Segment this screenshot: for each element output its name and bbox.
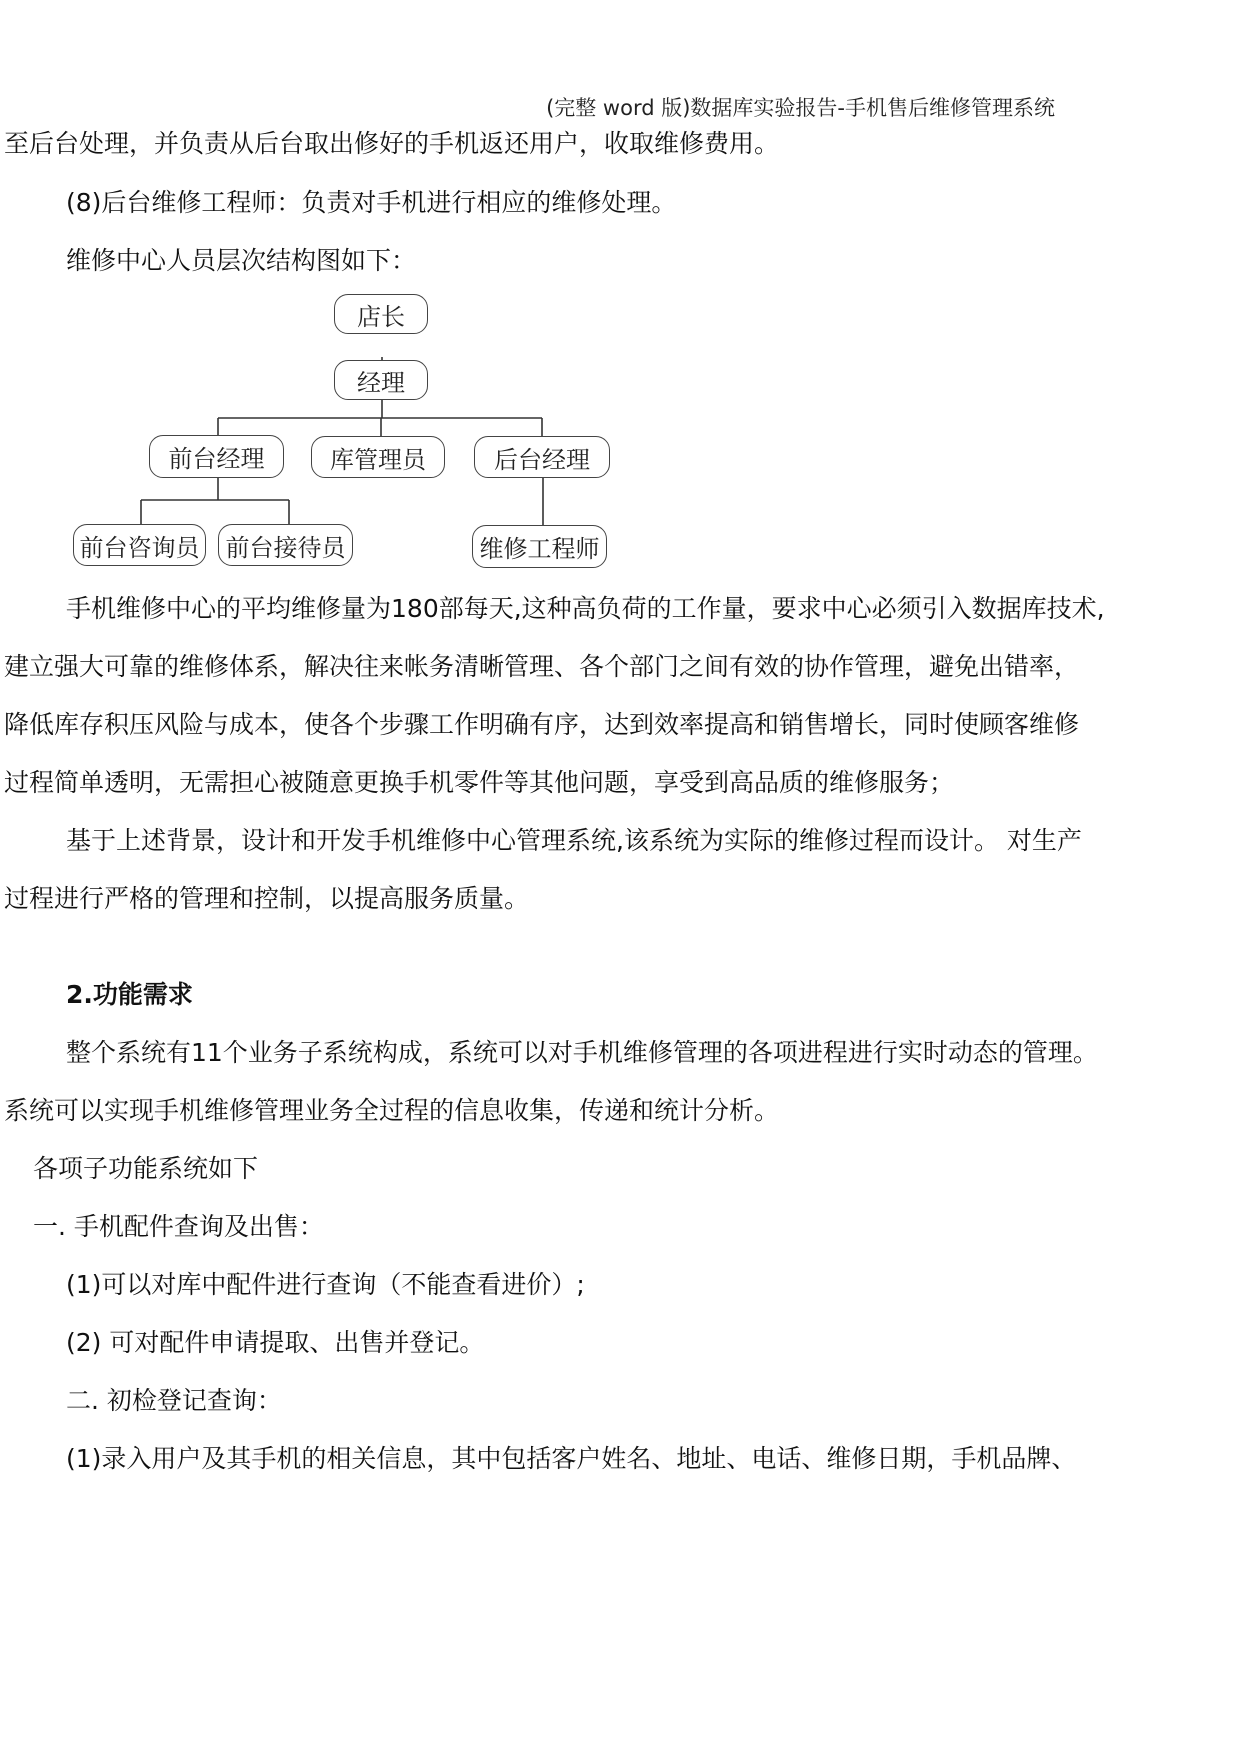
node-manager: 经理 [334, 360, 428, 400]
paragraph-engineer-role: (8)后台维修工程师：负责对手机进行相应的维修处理。 [66, 188, 677, 217]
paragraph-background-line3: 降低库存积压风险与成本，使各个步骤工作明确有序，达到效率提高和销售增长，同时使顾客维修 [4, 710, 1080, 739]
list-heading-initial-check: 二. 初检登记查询： [66, 1386, 282, 1415]
node-warehouse-keeper: 库管理员 [311, 436, 445, 478]
paragraph-background-line1: 手机维修中心的平均维修量为180部每天,这种高负荷的工作量，要求中心必须引入数据库技术, [66, 594, 1105, 623]
paragraph-background-line2: 建立强大可靠的维修体系，解决往来帐务清晰管理、各个部门之间有效的协作管理，避免出错率， [4, 652, 1080, 681]
node-back-manager: 后台经理 [474, 436, 610, 478]
paragraph-system-line1: 整个系统有11个业务子系统构成，系统可以对手机维修管理的各项进程进行实时动态的管理。 [66, 1038, 1098, 1067]
paragraph-org-intro: 维修中心人员层次结构图如下： [66, 246, 417, 275]
paragraph-subfunctions-intro: 各项子功能系统如下 [33, 1154, 259, 1183]
paragraph-background-line4: 过程简单透明，无需担心被随意更换手机零件等其他问题，享受到高品质的维修服务； [4, 768, 955, 797]
node-store-manager: 店长 [334, 294, 428, 334]
node-front-manager: 前台经理 [149, 435, 284, 478]
list-item-parts-query-2: (2) 可对配件申请提取、出售并登记。 [66, 1328, 485, 1357]
paragraph-system-line2: 系统可以实现手机维修管理业务全过程的信息收集，传递和统计分析。 [4, 1096, 780, 1125]
paragraph-design-line2: 过程进行严格的管理和控制，以提高服务质量。 [4, 884, 530, 913]
list-item-initial-check-1: (1)录入用户及其手机的相关信息，其中包括客户姓名、地址、电话、维修日期，手机品牌、 [66, 1444, 1077, 1473]
node-front-receptionist: 前台接待员 [218, 524, 353, 566]
list-item-parts-query-1: (1)可以对库中配件进行查询（不能查看进价）; [66, 1270, 585, 1299]
list-heading-parts-query: 一. 手机配件查询及出售： [33, 1212, 324, 1241]
section-heading: 2.功能需求 [66, 980, 193, 1009]
paragraph-design-line1: 基于上述背景，设计和开发手机维修中心管理系统,该系统为实际的维修过程而设计。 对生产 [66, 826, 1082, 855]
node-front-consultant: 前台咨询员 [73, 524, 206, 566]
paragraph-front-desk-cont: 至后台处理，并负责从后台取出修好的手机返还用户，收取维修费用。 [4, 129, 780, 158]
running-header: (完整 word 版)数据库实验报告-手机售后维修管理系统 [546, 96, 1055, 120]
node-repair-engineer: 维修工程师 [472, 525, 607, 568]
